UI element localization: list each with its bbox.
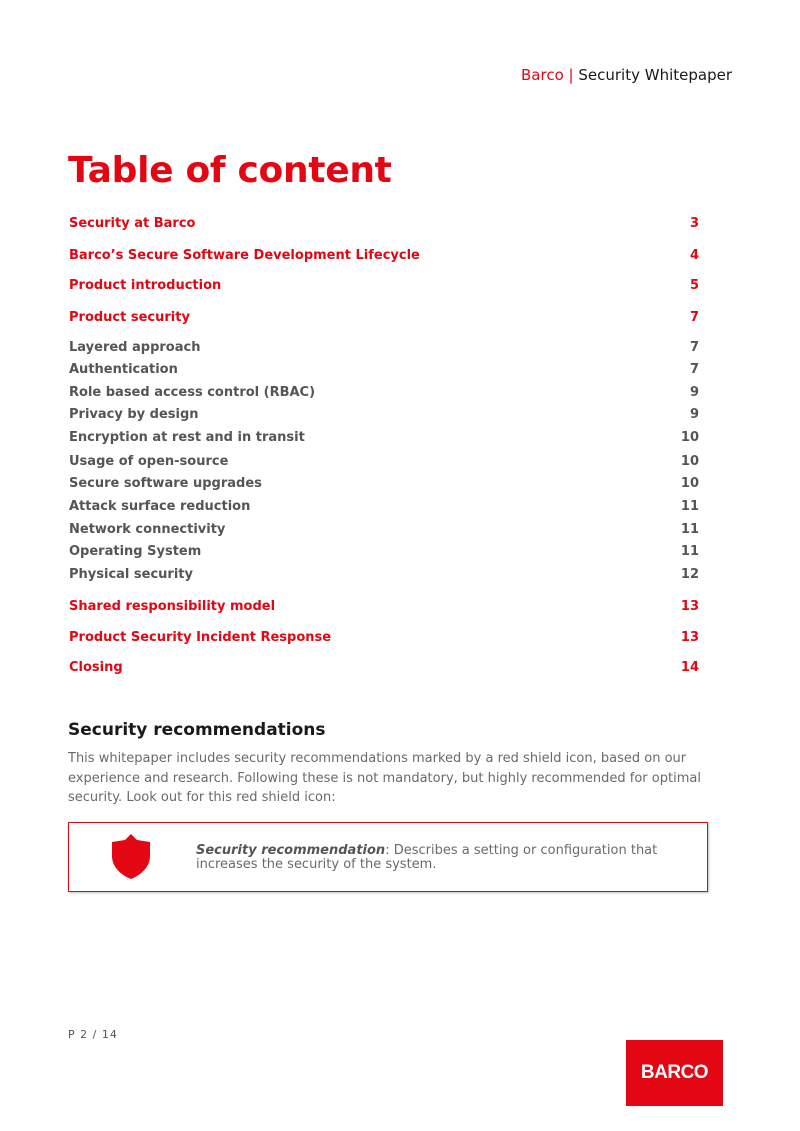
toc-entry[interactable] xyxy=(69,597,699,615)
toc-entry-label: Encryption at rest and in transit xyxy=(69,429,305,445)
toc-entry-page: 12 xyxy=(680,566,699,582)
toc-entry-page: 9 xyxy=(689,384,699,400)
toc-entry-page: 7 xyxy=(689,309,699,325)
toc-entry[interactable] xyxy=(69,520,699,538)
toc-entry-page: 5 xyxy=(689,277,699,293)
toc-entry[interactable] xyxy=(69,276,699,294)
toc-entry[interactable] xyxy=(69,474,699,492)
toc-entry-page: 13 xyxy=(680,598,699,614)
toc-entry-page: 13 xyxy=(680,629,699,645)
shield-icon xyxy=(109,832,153,880)
barco-logo xyxy=(626,1040,723,1106)
toc-entry-label: Layered approach xyxy=(69,339,201,355)
toc-entry[interactable] xyxy=(69,497,699,515)
header-doc-title: Security Whitepaper xyxy=(578,66,732,84)
toc-entry[interactable] xyxy=(69,360,699,378)
recommendation-colon: : xyxy=(385,843,390,858)
recommendation-description: Describes a setting or configuration that increases the security of the system. xyxy=(196,843,658,872)
recommendation-label: Security recommendation xyxy=(196,843,386,858)
toc-entry-label: Product security xyxy=(69,309,190,325)
toc-entry-page: 10 xyxy=(680,453,699,469)
security-recommendation-box xyxy=(68,822,708,892)
toc-entry-label: Product Security Incident Response xyxy=(69,629,332,645)
page-number: P 2 / 14 xyxy=(68,1028,118,1041)
toc-entry-page: 11 xyxy=(680,543,699,559)
toc-entry[interactable] xyxy=(69,452,699,470)
header-brand: Barco xyxy=(521,66,564,84)
toc-entry-label: Authentication xyxy=(69,361,178,377)
toc-entry-label: Security at Barco xyxy=(69,215,196,231)
toc-entry[interactable] xyxy=(69,246,699,264)
toc-entry-label: Role based access control (RBAC) xyxy=(69,384,316,400)
toc-entry-label: Operating System xyxy=(69,543,202,559)
toc-entry-label: Barco’s Secure Software Development Lifecycle xyxy=(69,247,420,263)
toc-entry-label: Network connectivity xyxy=(69,521,226,537)
toc-entry-label: Attack surface reduction xyxy=(69,498,251,514)
toc-entry-label: Closing xyxy=(69,659,123,675)
toc-entry-label: Physical security xyxy=(69,566,193,582)
toc-entry[interactable] xyxy=(69,405,699,423)
toc-entry-label: Product introduction xyxy=(69,277,222,293)
toc-entry-page: 4 xyxy=(689,247,699,263)
toc-entry-page: 7 xyxy=(689,361,699,377)
toc-entry-label: Shared responsibility model xyxy=(69,598,276,614)
toc-entry-page: 3 xyxy=(689,215,699,231)
toc-entry-page: 11 xyxy=(680,521,699,537)
logo-text: BARCO xyxy=(640,1062,709,1083)
toc-entry[interactable] xyxy=(69,658,699,676)
page-title: Table of content xyxy=(68,150,392,191)
toc-entry[interactable] xyxy=(69,542,699,560)
toc-entry[interactable] xyxy=(69,383,699,401)
toc-entry-page: 10 xyxy=(680,475,699,491)
toc-entry[interactable] xyxy=(69,565,699,583)
toc-entry-page: 7 xyxy=(689,339,699,355)
toc-entry-label: Privacy by design xyxy=(69,406,199,422)
recommendation-text xyxy=(196,844,696,872)
toc-entry[interactable] xyxy=(69,338,699,356)
toc-entry[interactable] xyxy=(69,214,699,232)
toc-entry[interactable] xyxy=(69,428,699,446)
toc-entry-label: Usage of open-source xyxy=(69,453,229,469)
toc-entry-page: 11 xyxy=(680,498,699,514)
header-separator: | xyxy=(568,66,574,84)
toc-entry-page: 10 xyxy=(680,429,699,445)
recommendations-heading: Security recommendations xyxy=(68,720,326,740)
toc-entry[interactable] xyxy=(69,628,699,646)
toc-entry-page: 14 xyxy=(680,659,699,675)
toc-entry-page: 9 xyxy=(689,406,699,422)
toc-entry-label: Secure software upgrades xyxy=(69,475,262,491)
recommendations-body: This whitepaper includes security recommendations marked by a red shield icon, based on our experience and research. Following these is not mandatory, but highly recommended for optimal security. Look out for this red shield icon: xyxy=(68,751,701,805)
toc-entry[interactable] xyxy=(69,308,699,326)
